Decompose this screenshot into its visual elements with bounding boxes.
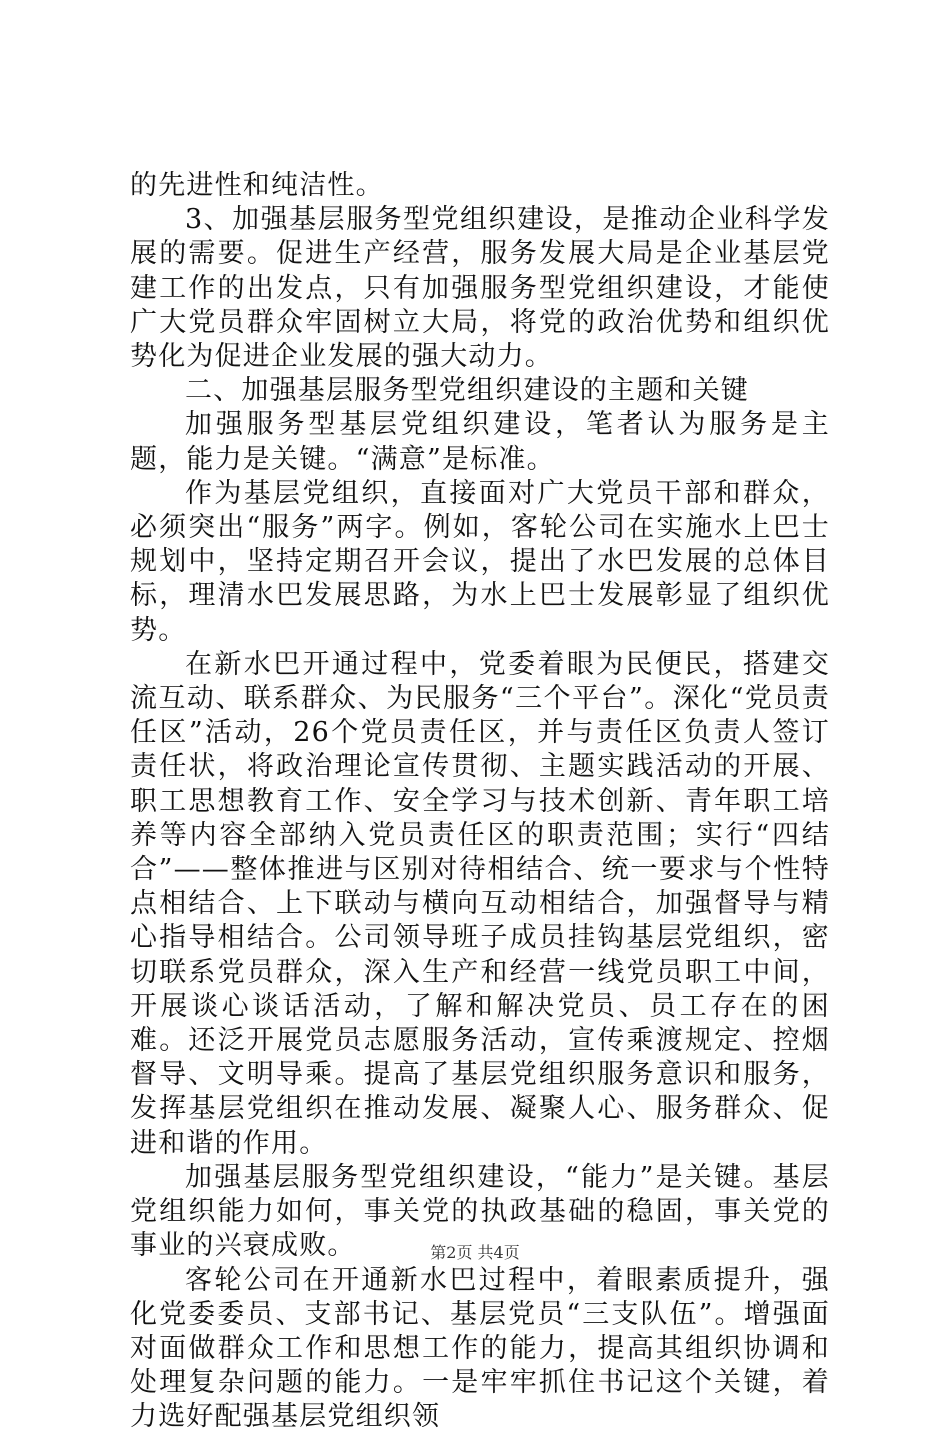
paragraph-new-water-bus: 在新水巴开通过程中，党委着眼为民便民，搭建交流互动、联系群众、为民服务“三个平台”。深化“党员责任区”活动，26个党员责任区，并与责任区负责人签订责任状，将政治理论宣传贯彻、主题实践活动的开展、职工思想教育工作、安全学习与技术创新、青年职工培养等内容全部纳入党员责任区的职责范围；实行“四结合”——整体推进与区别对待相结合、统一要求与个性特点相结合、上下联动与横向互动相结合，加强督导与精心指导相结合。公司领导班子成员挂钩基层党组织，密切联系党员群众，深入生产和经营一线党员职工中间，开展谈心谈话活动，了解和解决党员、员工存在的困难。还泛开展党员志愿服务活动，宣传乘渡规定、控烟督导、文明导乘。提高了基层党组织服务意识和服务，发挥基层党组织在推动发展、凝聚人心、服务群众、促进和谐的作用。: [130, 648, 830, 1159]
paragraph-point-3: 3、加强基层服务型党组织建设，是推动企业科学发展的需要。促进生产经营，服务发展大局是企业基层党建工作的出发点，只有加强服务型党组织建设，才能使广大党员群众牢固树立大局，将党的政治优势和组织优势化为促进企业发展的强大动力。: [130, 204, 830, 373]
paragraph-continuation: 的先进性和纯洁性。: [130, 170, 384, 201]
paragraph-capability: 加强基层服务型党组织建设，“能力”是关键。基层党组织能力如何，事关党的执政基础的稳固，事关党的事业的兴衰成败。: [130, 1161, 830, 1262]
page-footer: 第2页 共4页: [430, 1243, 520, 1262]
paragraph-theme: 加强服务型基层党组织建设，笔者认为服务是主题，能力是关键。“满意”是标准。: [130, 409, 830, 475]
section-heading-2: 二、加强基层服务型党组织建设的主题和关键: [185, 375, 749, 407]
paragraph-service: 作为基层党组织，直接面对广大党员干部和群众，必须突出“服务”两字。例如，客轮公司在实施水上巴士规划中，坚持定期召开会议，提出了水巴发展的总体目标，理清水巴发展思路，为水上巴士发展彰显了组织优势。: [130, 477, 830, 646]
paragraph-quality: 客轮公司在开通新水巴过程中，着眼素质提升，强化党委委员、支部书记、基层党员“三支队伍”。增强面对面做群众工作和思想工作的能力，提高其组织协调和处理复杂问题的能力。一是牢牢抓住书记这个关键，着力选好配强基层党组织领: [130, 1264, 830, 1433]
